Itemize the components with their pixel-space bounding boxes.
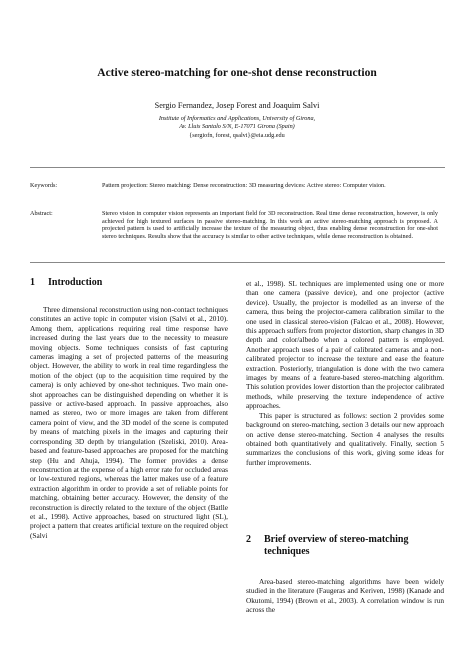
right-column-upper: [246, 279, 444, 515]
author-email: {sergiofn, forest, qsalvi}@eia.udg.edu: [189, 131, 285, 139]
body-paragraph: This paper is structured as follows: section 2 provides some background on stereo-matching, section 3 details our new approach on active dense stereo-matching. Section 4 analyses the results obtained both quantitatively and qualitatively. Finally, section 5 summarizes the conclusions of this work, giving some ideas for further improvements.: [246, 410, 444, 467]
body-paragraph: Area-based stereo-matching algorithms have been widely studied in the literature (Faugeras and Keriven, 1998) (Kanade and Okutomi, 1994) (Brown et al., 2003). A correlation window is run across the: [246, 577, 444, 615]
divider-top: [30, 167, 445, 168]
section-heading-introduction: [30, 277, 220, 289]
divider-bottom: [30, 262, 445, 263]
section-number: 1: [30, 277, 35, 288]
author-affiliation: [60, 115, 414, 140]
abstract-text: Stereo vision in computer vision represents an important field for 3D reconstruction. Real time dense reconstruction, however, is only achieved for high textured surfaces in passive stereo-matching. In this work an active stereo-matching approach is proposed. A projected pattern is used to artificially increase the texture of the measuring object, thus enabling dense reconstruction for one-shot stereo techniques. Results show that the accuracy is similar to other active techniques, while dense reconstruction is obtained.: [102, 210, 438, 240]
section-title: Brief overview of stereo-matching techniques: [264, 534, 409, 557]
paper-title: Active stereo-matching for one-shot dense reconstruction: [97, 67, 377, 79]
left-column: [30, 305, 228, 645]
section-title: Introduction: [48, 277, 103, 288]
paper-authors: Sergio Fernandez, Josep Forest and Joaquim Salvi: [154, 101, 320, 110]
keywords-text: Pattern projection: Stereo matching: Dense reconstruction: 3D measuring devices: Active stereo: Computer vision.: [102, 182, 386, 189]
affiliation-line: Institute of Informatics and Applications, University of Girona,: [158, 115, 316, 122]
section-number: 2: [246, 534, 251, 545]
body-paragraph: Three dimensional reconstruction using non-contact techniques constitutes an active topic in computer vision (Salvi et al., 2010). Among them, applications requiring real time response have increased during the last years due to the necessity to measure moving objects. Some techniques consists of fast capturing cameras imaging a set of projected patterns of the measuring object. However, the ability to work in real time regardingless the motion of the object (up to the acquisition time required by the camera) is only achieved by one-shot techniques. Two main one-shot approaches can be distinguished depending on whether it is passive or active-based approach. In passive approaches, also named as stereo, two or more images are taken from different camera point of view, and the 3D model of the scene is computed by means of matching pixels in the images and capturing their corresponding 3D depth by triangulation (Szeliski, 2010). Area-based and feature-based approaches are proposed for the matching step (Hu and Ahuja, 1994). The former provides a dense reconstruction at the expense of a high error rate for occluded areas or low-textured regions, whereas the latter makes use of a feature extraction algorithm in order to provide a set of reliable points for matching, obtaining better accuracy. However, the density of the reconstruction is directly related to the texture of the object (Batlle et al., 1998). Active approaches, based on structured light (SL), project a pattern that creates artificial texture on the required object (Salvi: [30, 305, 228, 540]
abstract-label: Abstract:: [30, 210, 53, 217]
section-heading-overview: [246, 534, 446, 558]
right-column-lower: [246, 577, 444, 645]
body-paragraph: et al., 1998). SL techniques are implemented using one or more than one camera (passive device), and one projector (active device). Usually, the projector is modelled as an inverse of the camera, thus being the projector-camera calibration similar to the one used in classical stereo-vision (Falcao et al., 2008). However, this approach suffers from projector distortion, sharp changes in 3D depth and color/albedo when a colored pattern is employed. Another approach uses of a pair of calibrated cameras and a non-calibrated projector to increase the texture and ease the feature extraction. Posteriorly, triangulation is done with the two camera images by means of a feature-based stereo-matching algorithm. This solution provides lower distortion than the projector calibrated methods, while preserving the texture independence of active approaches.: [246, 279, 444, 411]
keywords-label: Keywords:: [30, 182, 58, 189]
affiliation-line: Av. Lluis Santalo S/N, E-17071 Girona (Spain): [179, 123, 295, 131]
